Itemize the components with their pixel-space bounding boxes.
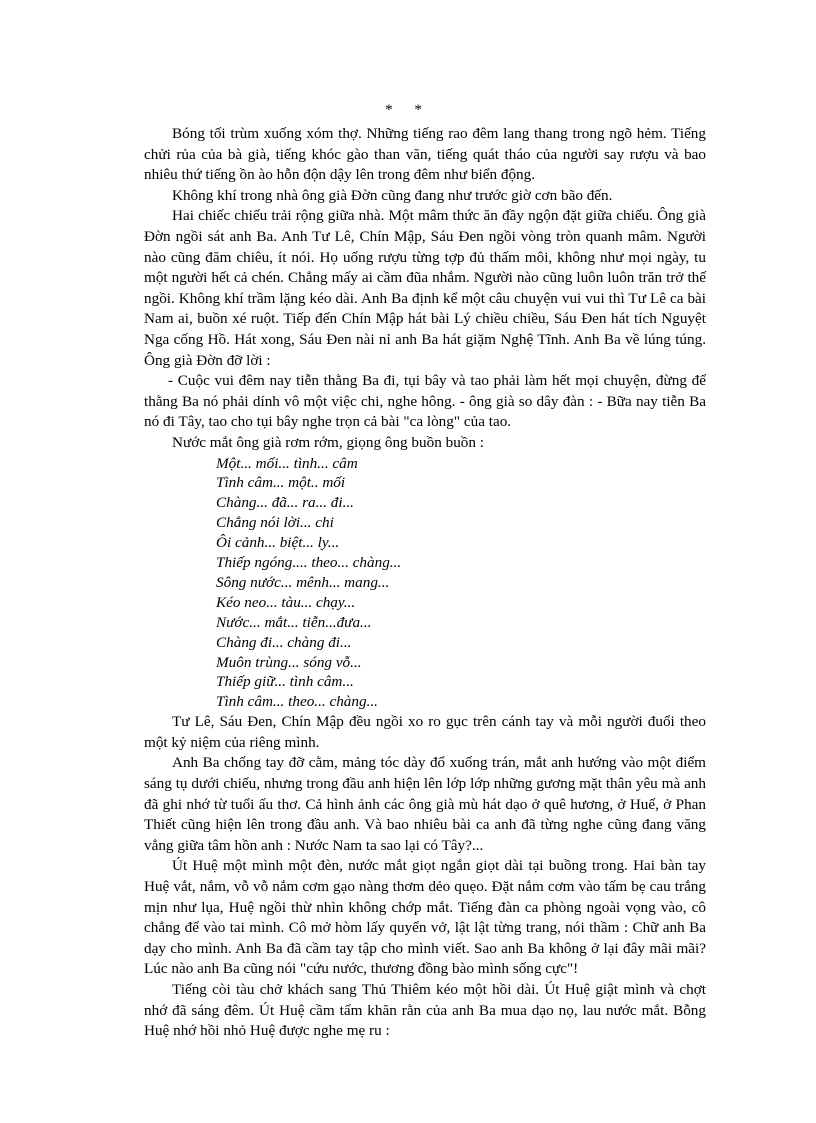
document-body: [144, 124, 706, 1042]
verse-line: Một... mối... tình... câm: [216, 454, 358, 472]
verse-line: Sông nước... mênh... mang...: [216, 573, 390, 591]
verse-line: Thiếp ngóng.... theo... chàng...: [216, 554, 402, 572]
paragraph: Tiếng còi tàu chở khách sang Thủ Thiêm kéo một hồi dài. Út Huệ giật mình và chợt nhớ đã sáng đêm. Út Huệ cầm tấm khăn rằn của anh Ba mua dạo nọ, lau nước mắt. Bỗng Huệ nhớ hồi nhỏ Huệ được nghe mẹ ru :: [144, 981, 706, 1040]
paragraph: Tư Lê, Sáu Đen, Chín Mập đều ngồi xo ro gục trên cánh tay và mỗi người đuổi theo một kỷ niệm của riêng mình.: [144, 713, 706, 751]
paragraph: Út Huệ một mình một đèn, nước mắt giọt ngắn giọt dài tại buồng trong. Hai bàn tay Huệ vắt, nắm, vỗ vỗ nắm cơm gạo nàng thơm dẻo quẹo. Đặt nắm cơm vào tấm bẹ cau trắng mịn như lụa, Huệ ngồi thừ nhìn không chớp mắt. Tiếng đàn ca phòng ngoài vọng vào, cô chẳng để vào tai mình. Cô mở hòm lấy quyển vở, lật lật từng trang, nói thầm : Chữ anh Ba dạy cho mình. Anh Ba đã cầm tay tập cho mình viết. Sao anh Ba không ở lại đây mãi mãi? Lúc nào anh Ba cũng nói "cứu nước, thương đồng bào mình sống cực"!: [144, 857, 706, 978]
verse-line: Tình câm... theo... chàng...: [216, 693, 378, 711]
verse-line: Kéo neo... tàu... chạy...: [216, 593, 356, 611]
verse-intro: Nước mắt ông già rơm rớm, giọng ông buồn buồn :: [172, 433, 484, 451]
verse-line: Muôn trùng... sóng vỗ...: [216, 653, 362, 671]
song-verse: [144, 454, 706, 713]
paragraph: Hai chiếc chiếu trải rộng giữa nhà. Một mâm thức ăn đầy ngộn đặt giữa chiếu. Ông già Đờn ngồi sát anh Ba. Anh Tư Lê, Chín Mập, Sáu Đen ngồi vòng tròn quanh mâm. Người nào cũng đăm chiêu, ít nói. Họ uống rượu từng tợp đủ thấm môi, không như mọi ngày, tu một người hết cả chén. Chẳng mấy ai cầm đũa nhắm. Người nào cũng luôn luôn trăn trở thế ngồi. Không khí trầm lặng kéo dài. Anh Ba định kể một câu chuyện vui vui thì Tư Lê ca bài Nam ai, buồn xé ruột. Tiếp đến Chín Mập hát bài Lý chiều chiều, Sáu Đen hát tích Nguyệt Nga cống Hồ. Hát xong, Sáu Đen nài nỉ anh Ba hát giặm Nghệ Tĩnh. Anh Ba về lúng túng. Ông già Đờn đỡ lời :: [144, 207, 706, 369]
verse-line: Ôi cảnh... biệt... ly...: [216, 534, 340, 552]
section-separator: * *: [385, 102, 431, 118]
paragraph: Không khí trong nhà ông già Đờn cũng đang như trước giờ cơn bão đến.: [172, 186, 613, 204]
verse-line: Thiếp giữ... tình câm...: [216, 673, 354, 691]
verse-line: Tình câm... một.. mối: [216, 474, 346, 492]
paragraph: Anh Ba chống tay đỡ cằm, mảng tóc dày đổ xuống trán, mắt anh hướng vào một điểm sáng tụ dưới chiếu, nhưng trong đầu anh hiện lên lớp lớp những gương mặt thân yêu mà anh đã ghi nhớ từ tuổi ấu thơ. Cả hình ảnh các ông già mù hát dạo ở quê hương, ở Huế, ở Phan Thiết cũng hiện lên trong đầu anh. Và bao nhiêu bài ca anh đã từng nghe cũng đang văng vẳng giữa tâm hồn anh : Nước Nam ta sao lại có Tây?...: [144, 754, 706, 854]
verse-line: Chàng đi... chàng đi...: [216, 633, 352, 651]
verse-line: Chẳng nói lời... chi: [216, 514, 334, 532]
dialog-paragraph: - Cuộc vui đêm nay tiễn thằng Ba đi, tụi bây và tao phải làm hết mọi chuyện, đừng để thằng Ba nó phải dính vô một việc chi, nghe hông. - ông già so dây đàn : - Bữa nay tiễn Ba nó đi Tây, tao cho tụi bây nghe trọn cả bài "ca lòng" của tao.: [144, 372, 706, 431]
paragraph: Bóng tối trùm xuống xóm thợ. Những tiếng rao đêm lang thang trong ngõ hẻm. Tiếng chửi rủa của bà già, tiếng khóc gào than văn, tiếng quát tháo của người say rượu và bao nhiêu thứ tiếng ồn ào hỗn độn dậy lên trong đêm như biển động.: [144, 125, 706, 184]
verse-line: Nước... mắt... tiễn...đưa...: [216, 613, 372, 631]
verse-line: Chàng... đã... ra... đi...: [216, 494, 354, 512]
